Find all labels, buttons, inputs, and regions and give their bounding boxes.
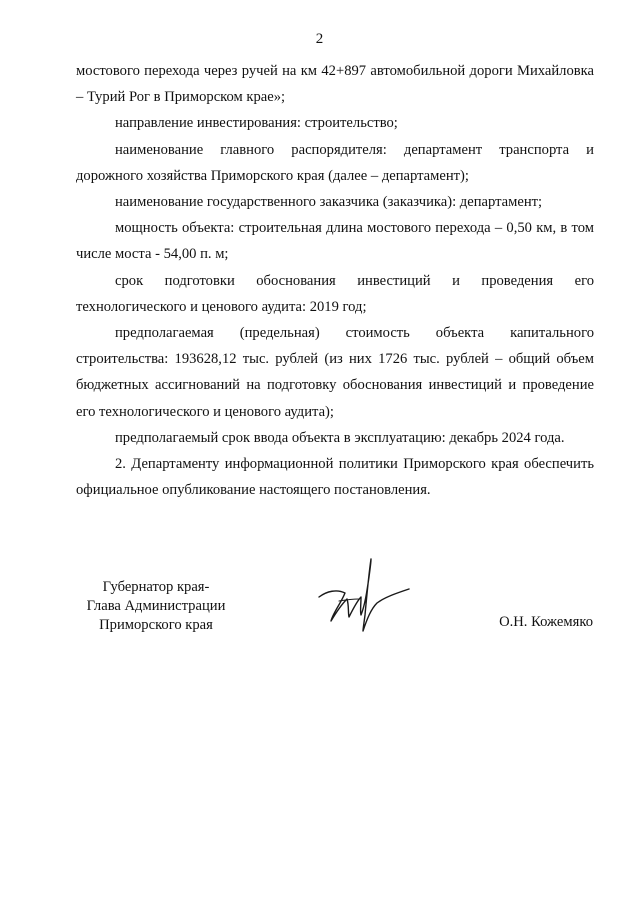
paragraph-investment-direction: направление инвестирования: строительство; — [115, 115, 398, 132]
signatory-title — [76, 578, 236, 635]
paragraph-customer: наименование государственного заказчика (заказчика): департамент; — [115, 194, 543, 211]
paragraph-preparation-term: срок подготовки обоснования инвестиций и проведения его технологического и ценового аудита: 2019 год; — [76, 272, 594, 315]
paragraph-object-name-continued: мостового перехода через ручей на км 42+897 автомобильной дороги Михайловка – Турий Рог в Приморском крае»; — [76, 63, 594, 106]
paragraph-estimated-cost: предполагаемая (предельная) стоимость объекта капитального строительства: 193628,12 тыс. рублей (из них 1726 тыс. рублей – общий объем бюджетных ассигнований на подготовку обоснования инвестиций и проведение его технологического и ценового аудита); — [76, 325, 594, 420]
handwritten-signature — [315, 553, 415, 633]
paragraph-commissioning-date: предполагаемый срок ввода объекта в эксплуатацию: декабрь 2024 года. — [115, 429, 565, 446]
signatory-title-line: Глава Администрации — [86, 598, 226, 614]
paragraph-capacity: мощность объекта: строительная длина мостового перехода – 0,50 км, в том числе моста - 54,00 п. м; — [76, 220, 594, 263]
signatory-name: О.Н. Кожемяко — [499, 614, 593, 630]
signatory-title-line: Губернатор края- — [102, 579, 210, 595]
paragraph-publication-order: 2. Департаменту информационной политики Приморского края обеспечить официальное опубликование настоящего постановления. — [76, 456, 594, 499]
page-number: 2 — [315, 31, 324, 47]
paragraph-main-administrator: наименование главного распорядителя: департамент транспорта и дорожного хозяйства Приморского края (далее – департамент); — [76, 141, 594, 184]
signatory-title-line: Приморского края — [99, 617, 213, 633]
document-body — [76, 58, 594, 503]
